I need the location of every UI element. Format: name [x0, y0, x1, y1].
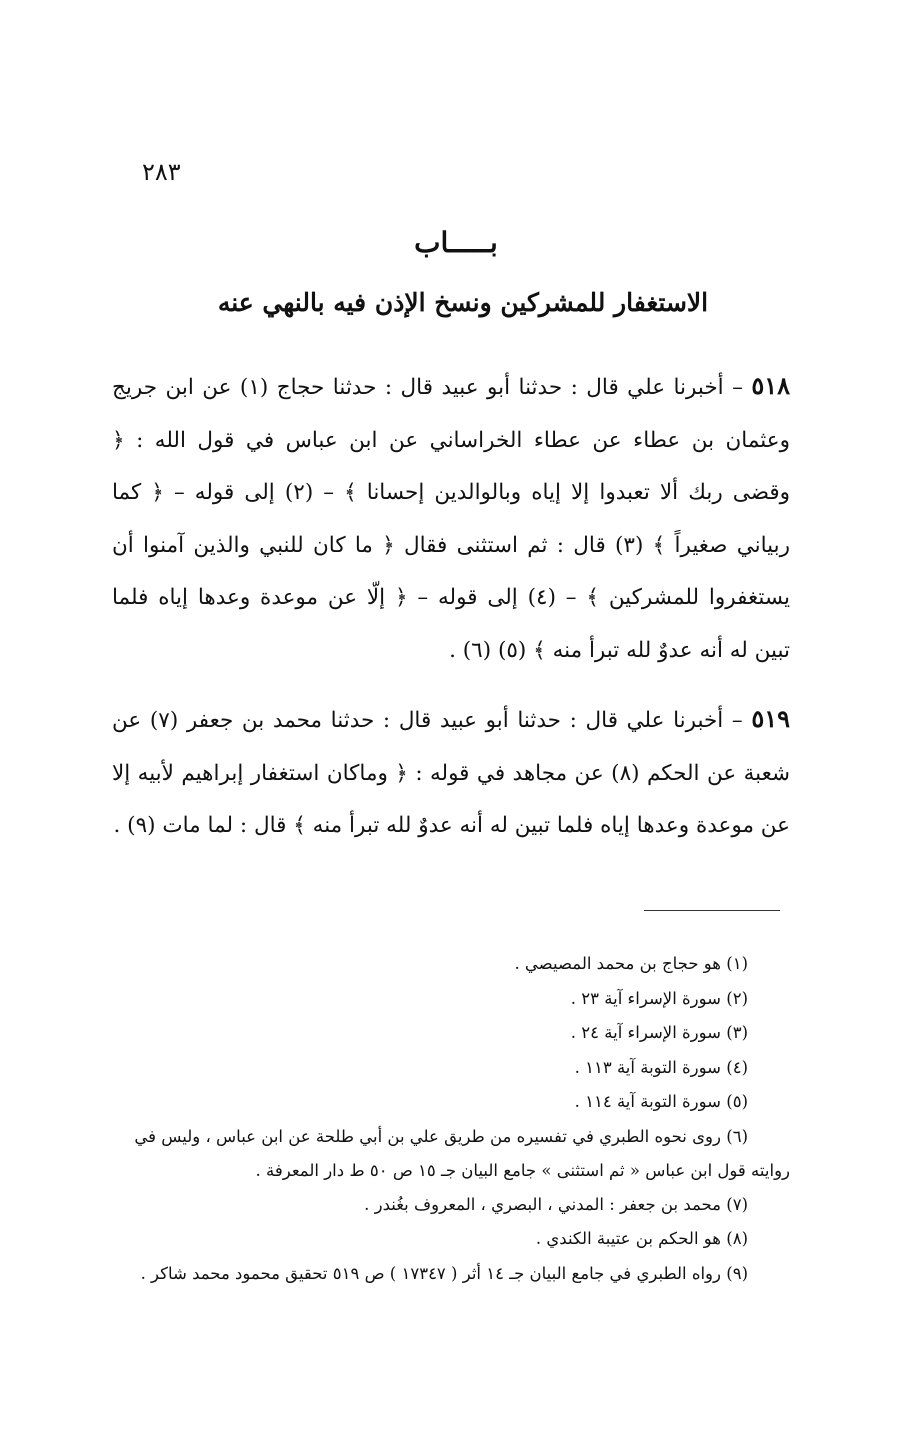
hadith-text: – أخبرنا علي قال : حدثنا أبو عبيد قال : حدثنا حجاج (١) عن ابن جريج وعثمان بن عطاء عن عطاء الخراساني عن ابن عباس في قول الله : ﴿ وقضى ربك ألا تعبدوا إلا إياه وبالوالدين إحسانا ﴾ – (٢) إلى قوله – ﴿ كما ربياني صغيراً ﴾ (٣) قال : ثم استثنى فقال ﴿ ما كان للنبي والذين آمنوا أن يستغفروا للمشركين ﴾ – (٤) إلى قوله – ﴿ إلّا عن موعدة وعدها إياه فلما تبين له أنه عدوٌ لله تبرأ منه ﴾ (٥) (٦) . [112, 375, 791, 663]
hadith-number: ٥١٨ [751, 371, 790, 400]
footnote: (٧) محمد بن جعفر : المدني ، البصري ، المعروف بغُندر . [364, 1194, 748, 1214]
footnote: (٨) هو الحكم بن عتيبة الكندي . [535, 1229, 748, 1248]
main-text [112, 360, 790, 853]
hadith-paragraph-518 [112, 360, 790, 677]
footnote: (٣) سورة الإسراء آية ٢٤ . [570, 1023, 748, 1042]
footnote: (٤) سورة التوبة آية ١١٣ . [574, 1057, 748, 1077]
page-number: ٢٨٣ [142, 158, 181, 186]
hadith-text: – أخبرنا علي قال : حدثنا أبو عبيد قال : حدثنا محمد بن جعفر (٧) عن شعبة عن الحكم (٨) عن مجاهد في قوله : ﴿ وماكان استغفار إبراهيم لأبيه إلا عن موعدة وعدها إياه فلما تبين له أنه عدوٌ لله تبرأ منه ﴾ قال : لما مات (٩) . [112, 708, 791, 838]
chapter-heading: بـــــاب [414, 226, 498, 259]
footnote: (٥) سورة التوبة آية ١١٤ . [574, 1092, 748, 1111]
footnote: (٢) سورة الإسراء آية ٢٣ . [570, 988, 748, 1008]
paragraph-spacer [112, 677, 790, 693]
footnotes [112, 947, 790, 1291]
footnote: (٩) رواه الطبري في جامع البيان جـ ١٤ أثر ( ١٧٣٤٧ ) ص ٥١٩ تحقيق محمود محمد شاكر . [140, 1263, 748, 1283]
chapter-title: الاستغفار للمشركين ونسخ الإذن فيه بالنهي عنه [217, 288, 709, 317]
footnote-divider [644, 910, 780, 911]
footnote: (٦) روى نحوه الطبري في تفسيره من طريق علي بن أبي طلحة عن ابن عباس ، وليس في روايته قول ابن عباس « ثم استثنى » جامع البيان جـ ١٥ ص ٥٠ ط دار المعرفة . [134, 1126, 790, 1180]
hadith-number: ٥١٩ [751, 704, 791, 733]
footnote: (١) هو حجاج بن محمد المصيصي . [514, 954, 748, 973]
hadith-paragraph-519 [112, 693, 790, 853]
